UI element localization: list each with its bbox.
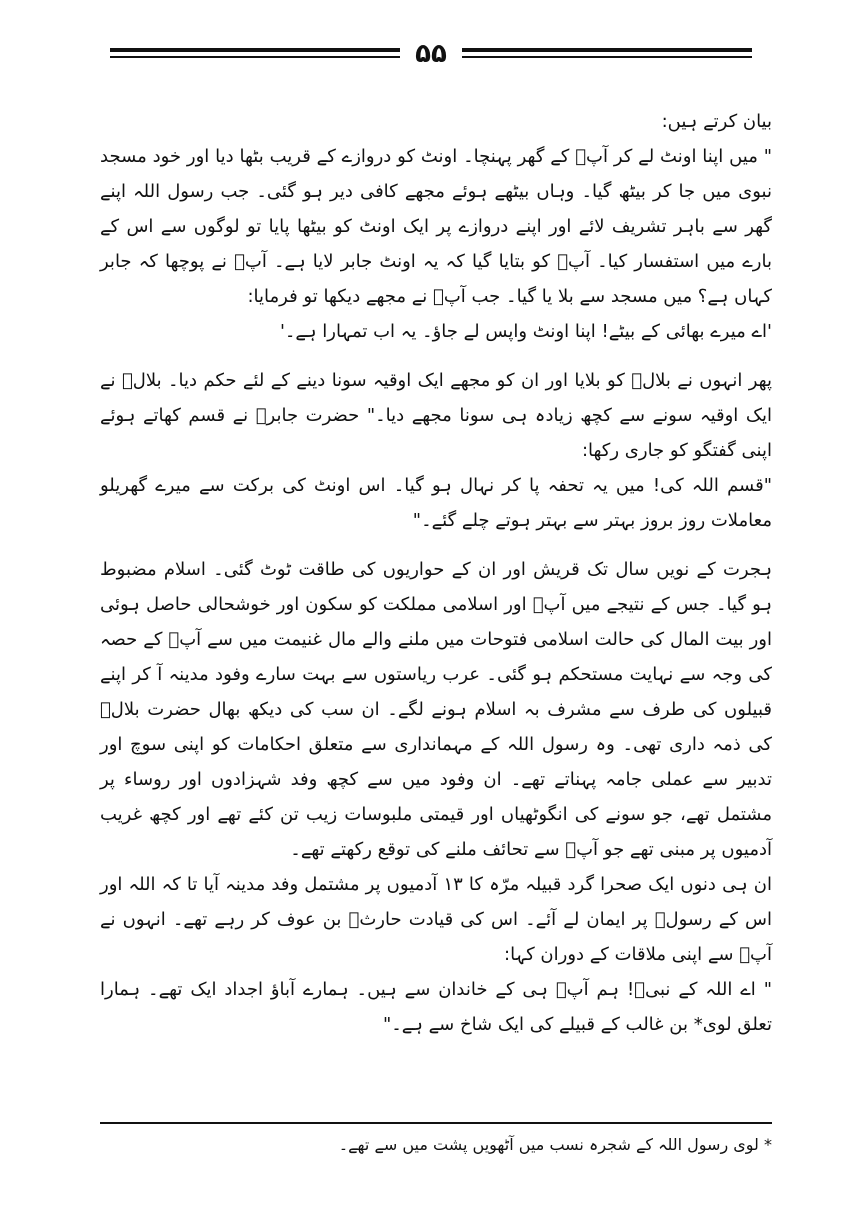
body-text [100, 104, 772, 1042]
footnote: * لوی رسول اللہ کے شجرہ نسب میں آٹھویں پشت میں سے تھے۔ [338, 1135, 772, 1154]
paragraph-intro: بیان کرتے ہیں: [661, 111, 772, 132]
paragraph-jabir-oath: "قسم اللہ کی! میں یہ تحفہ پا کر نہال ہو گیا۔ اس اونٹ کی برکت سے میرے گھریلو معاملات روز بروز بہتر سے بہتر ہوتے چلے گئے۔" [100, 475, 772, 531]
footnote-divider [100, 1122, 772, 1124]
paragraph-bilal-gold: پھر انہوں نے بلالؓ کو بلایا اور ان کو مجھے ایک اوقیہ سونا دینے کے لئے حکم دیا۔ بلالؓ نے ایک اوقیہ سونے سے کچھ زیادہ ہی سونا مجھے دیا۔" حضرت جابرؓ نے قسم کھاتے ہوئے اپنی گفتگو کو جاری رکھا: [100, 370, 772, 461]
paragraph-murrah-delegation: ان ہی دنوں ایک صحرا گرد قبیلہ مرّہ کا ۱۳ آدمیوں پر مشتمل وفد مدینہ آیا تا کہ اللہ اور اس کے رسولؐ پر ایمان لے آئے۔ اس کی قیادت حارثؓ بن عوف کر رہے تھے۔ انہوں نے آپؐ سے اپنی ملاقات کے دوران کہا: [100, 874, 772, 965]
paragraph-jabir-account: " میں اپنا اونٹ لے کر آپؐ کے گھر پہنچا۔ اونٹ کو دروازے کے قریب بٹھا دیا اور خود مسجد نبوی میں جا کر بیٹھ گیا۔ وہاں بیٹھے ہوئے مجھے کافی دیر ہو گئی۔ جب رسول اللہ اپنے گھر سے باہر تشریف لائے اور اپنے دروازے پر ایک اونٹ کو بیٹھا پایا تو لوگوں سے اس کے بارے میں استفسار کیا۔ آپؐ کو بتایا گیا کہ یہ اونٹ جابر لایا ہے۔ آپؐ نے پوچھا کہ جابر کہاں ہے؟ میں مسجد سے بلا یا گیا۔ جب آپؐ نے مجھے دیکھا تو فرمایا: [100, 146, 772, 307]
paragraph-ninth-year: ہجرت کے نویں سال تک قریش اور ان کے حواریوں کی طاقت ٹوٹ گئی۔ اسلام مضبوط ہو گیا۔ جس کے نتیجے میں آپؐ اور اسلامی مملکت کو سکون اور خوشحالی حاصل ہوئی اور بیت المال کی حالت اسلامی فتوحات میں ملنے والے مال غنیمت میں سے آپؐ کے حصہ کی وجہ سے نہایت مستحکم ہو گئی۔ عرب ریاستوں سے بہت سارے وفود مدینہ آ کر اپنے قبیلوں کی طرف سے مشرف بہ اسلام ہونے لگے۔ ان سب کی دیکھ بھال حضرت بلالؓ کی ذمہ داری تھی۔ وہ رسول اللہ کے مہمانداری سے متعلق احکامات کو اپنی سوچ اور تدبیر سے عملی جامہ پہناتے تھے۔ ان وفود میں سے کچھ وفد شہزادوں اور روساء پر مشتمل تھے، جو سونے کی انگوٹھیاں اور قیمتی ملبوسات زیب تن کئے تھے اور کچھ غریب آدمیوں پر مبنی تھے جو آپؐ سے تحائف ملنے کی توقع رکھتے تھے۔ [100, 559, 772, 860]
header-rule-left [462, 48, 752, 61]
paragraph-harith-quote: " اے اللہ کے نبیؐ! ہم آپؐ ہی کے خاندان سے ہیں۔ ہمارے آباؤ اجداد ایک تھے۔ ہمارا تعلق لوی* بن غالب کے قبیلے کی ایک شاخ سے ہے۔" [100, 979, 772, 1035]
header-rule-right [110, 48, 400, 61]
page-number: ۵۵ [415, 39, 447, 69]
page-header [110, 36, 752, 76]
paragraph-prophet-quote: 'اے میرے بھائی کے بیٹے! اپنا اونٹ واپس لے جاؤ۔ یہ اب تمہارا ہے۔' [279, 321, 772, 342]
